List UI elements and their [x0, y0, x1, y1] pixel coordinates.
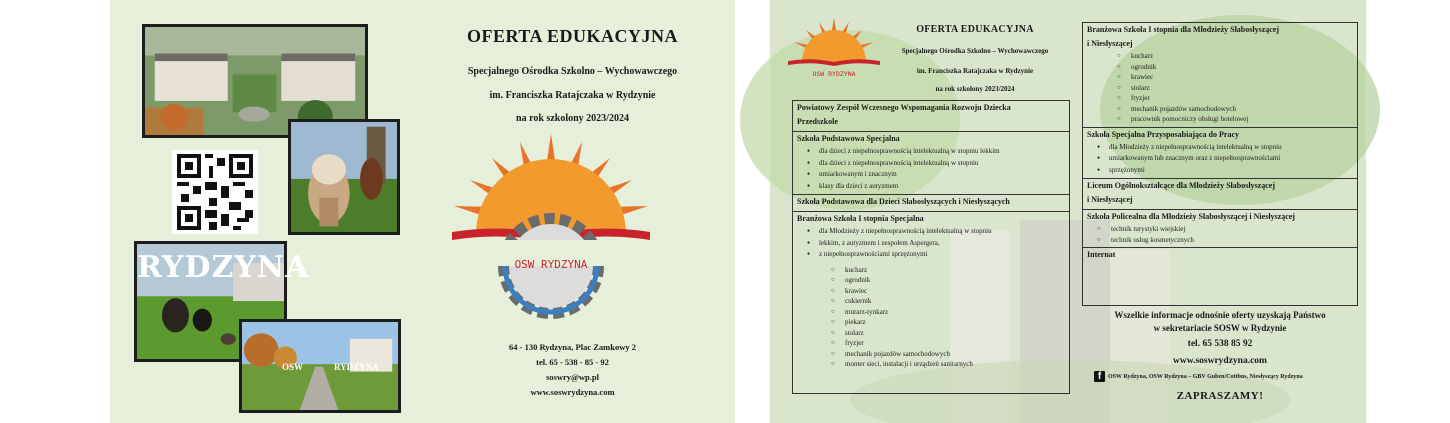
section-title: Branżowa Szkoła I stopnia dla Młodzieży Słabosłyszącej	[1087, 25, 1280, 34]
job-item: ○ technik usług kosmetycznych	[1097, 235, 1357, 246]
section-title: Szkoła Podstawowa Specjalna	[797, 134, 900, 143]
job-item: ○ monter sieci, instalacji i urządzeń sanitarnych	[831, 359, 1069, 370]
right-panel	[770, 0, 1366, 423]
section-title: Branżowa Szkoła I stopnia Specjalna	[797, 214, 924, 223]
list-item-continuation: ● umiarkowanym i znacznym	[807, 169, 1069, 181]
offer-box-primary	[792, 100, 1070, 394]
section-title: Przedszkole	[797, 117, 838, 126]
closing-text: ZAPRASZAMY!	[1176, 390, 1264, 402]
section-vocational-special	[793, 212, 1069, 372]
section-title: Szkoła Podstawowa dla Dzieci Słabosłyszących i Niesłyszących	[797, 197, 1010, 206]
left-website: www.soswrydzyna.com	[530, 387, 615, 397]
horses-photo	[288, 119, 400, 235]
section-post-secondary-deaf	[1083, 210, 1357, 248]
list-item: ● dla dzieci z niepełnosprawnością intelektualną w stopniu	[807, 158, 1069, 170]
osw-logo-large	[442, 134, 660, 309]
logo-text-small: OSW RYDZYNA	[812, 70, 856, 78]
left-address: 64 - 130 Rydzyna, Plac Zamkowy 2	[509, 342, 636, 352]
section-title: Liceum Ogólnokształcące dla Młodzieży Słabosłyszącej	[1087, 181, 1275, 190]
job-item: ○ stolarz	[1117, 83, 1357, 94]
section-title: i Niesłyszącej	[1087, 195, 1133, 204]
list-item-continuation: ● lekkim, z autyzmem i zespołem Aspergera,	[807, 238, 1069, 250]
list-item-continuation: ● z niepełnosprawnościami sprzężonymi	[807, 249, 1069, 261]
section-primary-school-deaf	[793, 195, 1069, 212]
list-item: ● dla Młodzieży z niepełnosprawnością intelektualną w stopniu	[807, 226, 1069, 238]
section-work-prep-school	[1083, 128, 1357, 180]
info-line-2: w sekretariacie SOSW w Rydzynie	[1153, 323, 1287, 333]
job-item: ○ cukiernik	[831, 296, 1069, 307]
job-item: ○ mechanik pojazdów samochodowych	[831, 349, 1069, 360]
park-alley-photo	[239, 319, 401, 413]
section-high-school-deaf	[1083, 179, 1357, 210]
section-primary-school-special	[793, 132, 1069, 195]
right-title: OFERTA EDUKACYJNA	[916, 24, 1034, 35]
left-title: OFERTA EDUKACYJNA	[466, 26, 679, 46]
facebook-row[interactable]	[1094, 371, 1354, 382]
job-item: ○ fryzjer	[831, 338, 1069, 349]
section-title: Internat	[1087, 250, 1116, 259]
facebook-text: OSW Rydzyna, OSW Rydzyna – GBV Guben/Cottbus, Niesłyszący Rydzyna	[1108, 373, 1303, 380]
job-item: ○ mechanik pojazdów samochodowych	[1117, 104, 1357, 115]
job-item: ○ kucharz	[831, 265, 1069, 276]
right-website: www.soswrydzyna.com	[1173, 356, 1267, 366]
job-item: ○ kucharz	[1117, 51, 1357, 62]
right-subtitle-2: im. Franciszka Ratajczaka w Rydzynie	[916, 67, 1034, 75]
job-item: ○ krawiec	[1117, 72, 1357, 83]
osw-logo-small	[784, 18, 884, 90]
list-item: ● dla dzieci z niepełnosprawnością intelektualną w stopniu lekkim	[807, 146, 1069, 158]
section-early-support	[793, 101, 1069, 132]
list-item: ● klasy dla dzieci z autyzmem	[807, 181, 1069, 193]
left-phone: tel. 65 - 538 - 85 - 92	[536, 357, 609, 367]
left-email: soswry@wp.pl	[545, 372, 599, 382]
section-title: Szkoła Specjalna Przysposabiająca do Pracy	[1087, 129, 1239, 139]
right-subtitle-1: Specjalnego Ośrodka Szkolno – Wychowawczego	[901, 47, 1049, 55]
list-item-continuation: ● sprzężonymi	[1097, 165, 1357, 177]
left-subtitle-1: Specjalnego Ośrodka Szkolno – Wychowawczego	[467, 66, 678, 77]
section-title: i Niesłyszącej	[1087, 39, 1133, 48]
info-line-1: Wszelkie informacje odnośnie oferty uzyskają Państwo	[1114, 310, 1326, 320]
section-title: Szkoła Policealna dla Młodzieży Słabosłyszącej i Niesłyszącej	[1087, 212, 1295, 221]
job-item: ○ pracownik pomocniczy obsługi hotelowej	[1117, 114, 1357, 125]
facebook-icon[interactable]: f	[1094, 371, 1105, 382]
offer-box-secondary	[1082, 22, 1358, 306]
job-item: ○ fryzjer	[1117, 93, 1357, 104]
qr-code	[172, 150, 258, 234]
job-item: ○ krawiec	[831, 286, 1069, 297]
job-item: ○ ogrodnik	[1117, 62, 1357, 73]
left-subtitle-2: im. Franciszka Ratajczaka w Rydzynie	[489, 90, 656, 101]
job-item: ○ piekarz	[831, 317, 1069, 328]
list-item: ● dla Młodzieży z niepełnosprawnością intelektualną w stopniu	[1097, 142, 1357, 154]
section-title: Powiatowy Zespół Wczesnego Wspomagania Rozwoju Dziecka	[797, 103, 1011, 112]
rydzyna-sign-text: RYDZYNA	[137, 250, 310, 285]
left-subtitle-3: na rok szkolony 2023/2024	[516, 113, 629, 124]
list-item-continuation: ● umiarkowanym lub znacznym oraz z niepełnosprawnościami	[1097, 153, 1357, 165]
job-item: ○ ogrodnik	[831, 275, 1069, 286]
job-item: ○ stolarz	[831, 328, 1069, 339]
right-subtitle-3: na rok szkolony 2023/2024	[935, 85, 1015, 93]
section-vocational-deaf	[1083, 23, 1357, 128]
right-phone: tel. 65 538 85 92	[1187, 339, 1253, 349]
logo-text-large: OSW RYDZYNA	[514, 258, 588, 271]
rydzyna-small-sign-text: RYDZYNA	[334, 362, 379, 372]
section-boarding-house	[1083, 248, 1357, 264]
job-item: ○ technik turystyki wiejskiej	[1097, 224, 1357, 235]
job-item: ○ murarz-tynkarz	[831, 307, 1069, 318]
osw-sign-text: OSW	[282, 362, 304, 372]
left-panel	[110, 0, 735, 423]
